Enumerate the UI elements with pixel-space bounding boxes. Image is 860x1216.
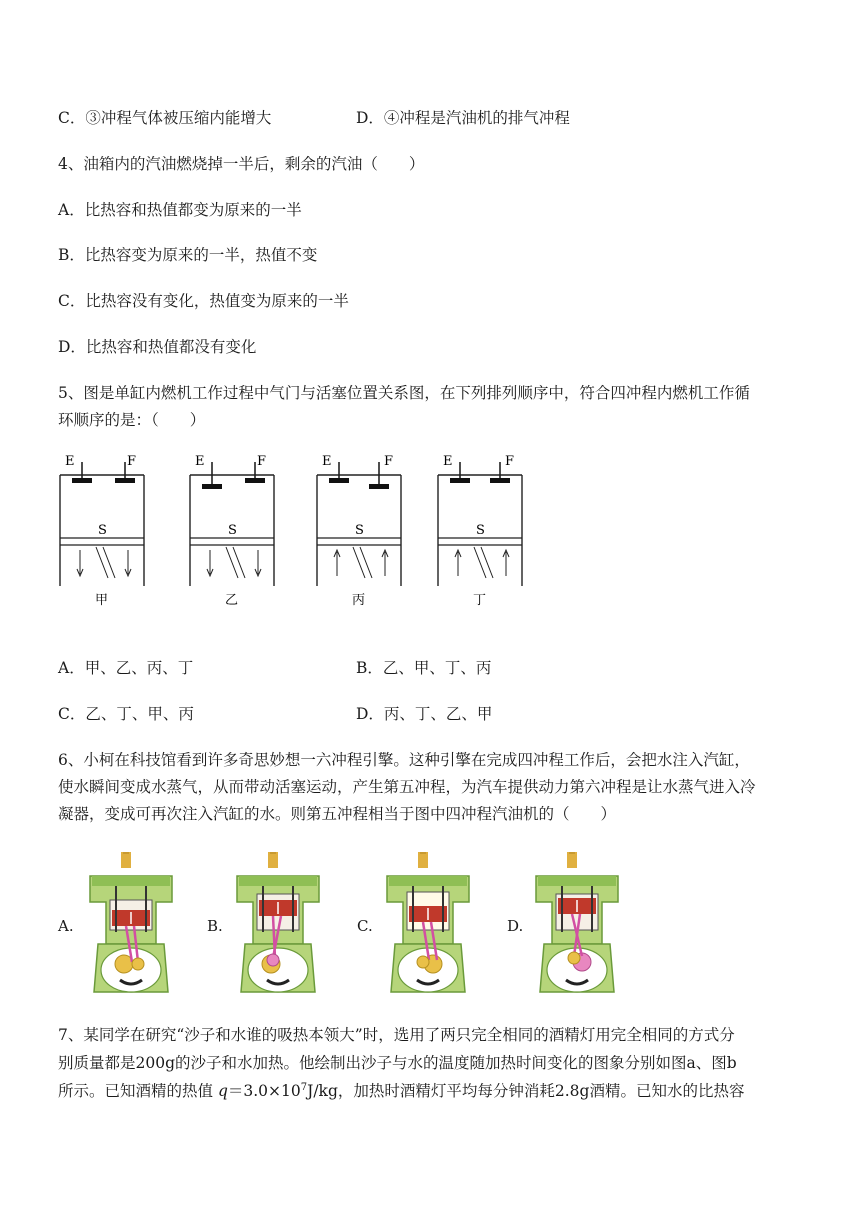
q5-option-b: B．乙、甲、丁、丙 bbox=[356, 659, 492, 677]
cylinder-yi bbox=[190, 454, 274, 608]
cylinder-jia bbox=[60, 454, 144, 608]
valve-f-label: F bbox=[257, 454, 267, 469]
q5-option-d: D．丙、丁、乙、甲 bbox=[356, 705, 493, 723]
q5-option-c: C．乙、丁、甲、丙 bbox=[58, 705, 194, 723]
piston-s-label: S bbox=[98, 523, 107, 538]
q7-line3 bbox=[58, 1081, 744, 1101]
engine-figure-a bbox=[86, 852, 176, 1002]
q6-line1: 6、小柯在科技馆看到许多奇思妙想一六冲程引擎。这种引擎在完成四冲程工作后，会把水注入汽缸， bbox=[58, 751, 750, 769]
q7-line3-part-b: ＝3.0×10 bbox=[227, 1082, 301, 1100]
piston-s-label: S bbox=[228, 523, 237, 538]
q6-line3: 凝器，变成可再次注入汽缸的水。则第五冲程相当于图中四冲程汽油机的（ ） bbox=[58, 805, 617, 823]
valve-e-label: E bbox=[65, 454, 75, 469]
piston-s-label: S bbox=[355, 523, 364, 538]
cylinder-ding bbox=[438, 454, 522, 608]
q7-heat-value-symbol: q bbox=[217, 1082, 228, 1100]
cylinder-bing bbox=[317, 454, 401, 608]
q3-option-d: D．④冲程是汽油机的排气冲程 bbox=[356, 109, 570, 127]
q5-stem-line2: 环顺序的是：（ ） bbox=[58, 411, 206, 429]
valve-f-label: F bbox=[127, 454, 137, 469]
q7-line2: 别质量都是200g的沙子和水加热。他绘制出沙子与水的温度随加热时间变化的图象分别如图a、图b bbox=[58, 1054, 737, 1072]
valve-e-label: E bbox=[322, 454, 332, 469]
cylinder-diagram bbox=[55, 448, 535, 608]
q4-option-a: A．比热容和热值都变为原来的一半 bbox=[58, 201, 302, 219]
q7-line1: 7、某同学在研究“沙子和水谁的吸热本领大”时，选用了两只完全相同的酒精灯用完全相同的方式分 bbox=[58, 1026, 735, 1044]
cylinder-name: 丙 bbox=[352, 593, 366, 608]
q5-stem-line1: 5、图是单缸内燃机工作过程中气门与活塞位置关系图，在下列排列顺序中，符合四冲程内燃机工作循 bbox=[58, 384, 750, 402]
q4-option-d: D．比热容和热值都没有变化 bbox=[58, 338, 257, 356]
piston-s-label: S bbox=[476, 523, 485, 538]
engine-figure-d bbox=[532, 852, 622, 1002]
valve-f-label: F bbox=[384, 454, 394, 469]
q3-option-c: C．③冲程气体被压缩内能增大 bbox=[58, 109, 272, 127]
engine-figure-b bbox=[233, 852, 323, 1002]
valve-e-label: E bbox=[443, 454, 453, 469]
q7-line3-part-c: J/kg，加热时酒精灯平均每分钟消耗2.8g酒精。已知水的比热容 bbox=[307, 1082, 745, 1100]
q4-option-b: B．比热容变为原来的一半，热值不变 bbox=[58, 246, 318, 264]
cylinder-name: 丁 bbox=[473, 593, 487, 608]
q4-option-c: C．比热容没有变化，热值变为原来的一半 bbox=[58, 292, 349, 310]
engine-b-label: B. bbox=[207, 917, 223, 935]
engine-a-label: A. bbox=[58, 917, 74, 935]
cylinder-name: 甲 bbox=[95, 593, 109, 608]
q4-stem: 4、油箱内的汽油燃烧掉一半后，剩余的汽油（ ） bbox=[58, 155, 425, 173]
cylinder-name: 乙 bbox=[225, 593, 239, 608]
engine-c-label: C. bbox=[357, 917, 373, 935]
engine-d-label: D. bbox=[507, 917, 524, 935]
engine-figure-c bbox=[383, 852, 473, 1002]
q5-option-a: A．甲、乙、丙、丁 bbox=[58, 659, 194, 677]
q6-line2: 使水瞬间变成水蒸气，从而带动活塞运动，产生第五冲程，为汽车提供动力第六冲程是让水蒸气进入冷 bbox=[58, 778, 756, 796]
valve-e-label: E bbox=[195, 454, 205, 469]
valve-f-label: F bbox=[505, 454, 515, 469]
q7-line3-part-a: 所示。已知酒精的热值 bbox=[58, 1082, 218, 1100]
q7-exponent: 7 bbox=[300, 1081, 308, 1093]
